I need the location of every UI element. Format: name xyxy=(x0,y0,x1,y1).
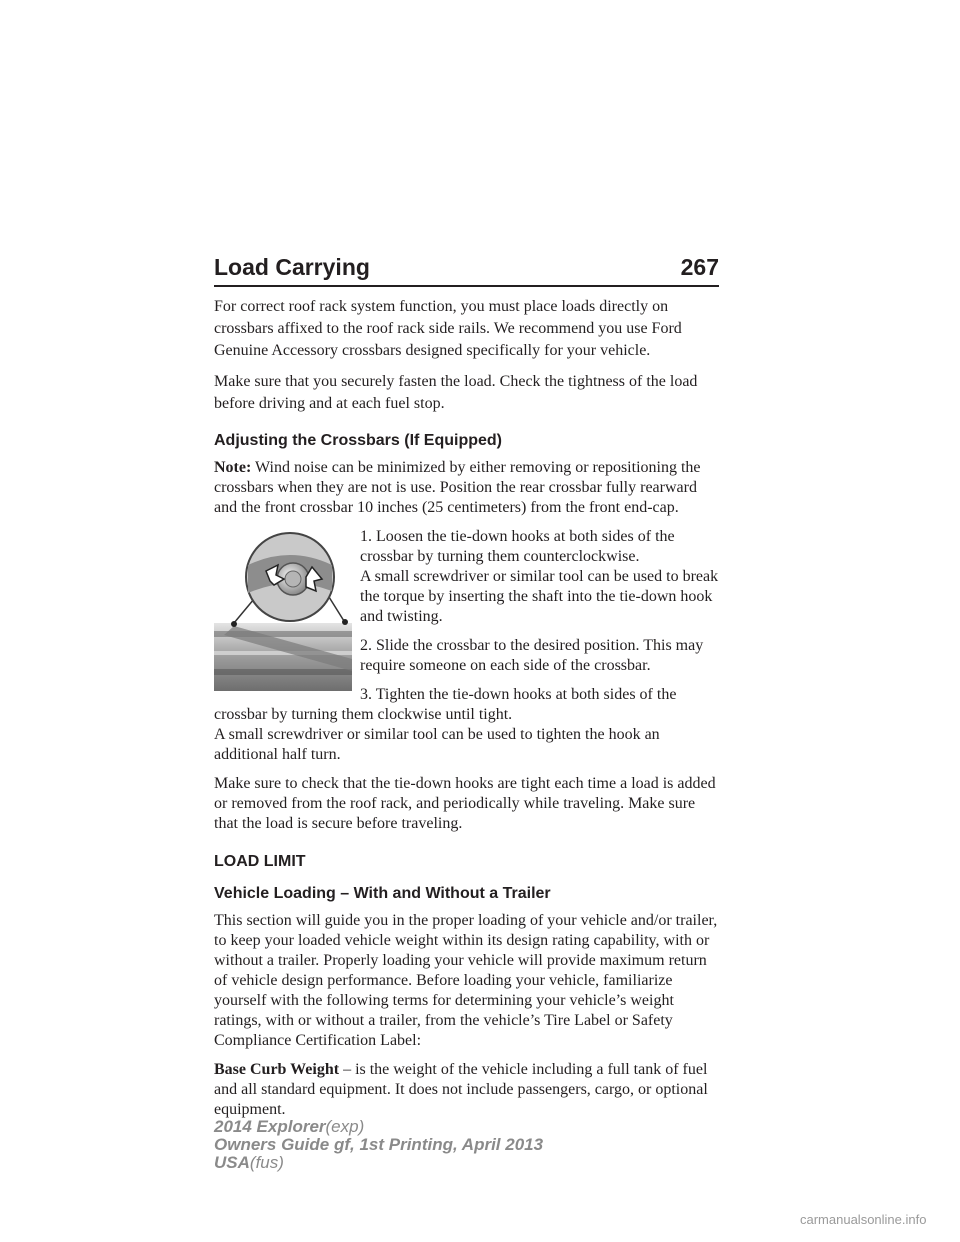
note-label: Note: xyxy=(214,459,252,476)
note-text: Wind noise can be minimized by either removing or repositioning the crossbars when they are not is use. Position the rear crossbar fully rearward and the front crossbar 10 inches (25 centimeters) from the front end-cap. xyxy=(214,459,701,516)
page-content xyxy=(214,296,719,1129)
footer-model: 2014 Explorer xyxy=(214,1117,326,1136)
watermark-link[interactable]: carmanualsonline.info xyxy=(800,1212,927,1227)
footer-market: USA xyxy=(214,1153,250,1172)
step-2: 2. Slide the crossbar to the desired position. This may require someone on each side of the crossbar. xyxy=(360,637,704,674)
heading-adjusting-crossbars: Adjusting the Crossbars (If Equipped) xyxy=(214,432,503,449)
footer-line-3 xyxy=(214,1154,543,1172)
paragraph-check-hooks: Make sure to check that the tie-down hooks are tight each time a load is added or removed from the roof rack, and periodically while traveling. Make sure that the load is secure before traveling. xyxy=(214,775,716,832)
step-3: 3. Tighten the tie-down hooks at both sides of the crossbar by turning them clockwise until tight. xyxy=(214,686,677,723)
paragraph-loading-intro: This section will guide you in the proper loading of your vehicle and/or trailer, to keep your loaded vehicle weight within its design rating capability, with or without a trailer. Properly loading your vehicle will provide maximum return of vehicle design performance. Before loading your vehicle, familiarize yourself with the following terms for determining your vehicle’s weight ratings, with or without a trailer, from the vehicle’s Tire Label or Safety Compliance Certification Label: xyxy=(214,912,718,1049)
footer-market-code: (fus) xyxy=(249,1153,284,1172)
step-1-tip: A small screwdriver or similar tool can be used to break the torque by inserting the shaft into the tie-down hook and twisting. xyxy=(360,568,719,625)
term-text: – is the weight of the vehicle including a full tank of fuel and all standard equipment. It does not include passengers, cargo, or optional equipment. xyxy=(214,1061,708,1118)
note-paragraph xyxy=(214,458,719,518)
step-1: 1. Loosen the tie-down hooks at both sides of the crossbar by turning them counterclockwise. xyxy=(360,528,675,565)
page-number: 267 xyxy=(680,254,719,280)
footer-line-1 xyxy=(214,1118,543,1136)
heading-load-limit: LOAD LIMIT xyxy=(214,853,306,870)
page-header xyxy=(214,254,719,287)
term-label: Base Curb Weight xyxy=(214,1061,340,1078)
section-title: Load Carrying xyxy=(214,254,370,280)
paragraph-roof-rack: For correct roof rack system function, you must place loads directly on crossbars affixed to the roof rack side rails. We recommend you use Ford Genuine Accessory crossbars designed specifically for your vehicle. xyxy=(214,298,682,359)
paragraph-base-curb-weight xyxy=(214,1060,719,1120)
footer-line-2: Owners Guide gf, 1st Printing, April 2013 xyxy=(214,1135,544,1154)
subheading-vehicle-loading: Vehicle Loading – With and Without a Trailer xyxy=(214,885,551,902)
document-footer xyxy=(214,1118,543,1172)
crossbar-tie-down-hook-icon xyxy=(214,531,352,691)
footer-model-code: (exp) xyxy=(325,1117,365,1136)
step-3-tip: A small screwdriver or similar tool can be used to tighten the hook an additional half turn. xyxy=(214,726,660,763)
paragraph-fasten-load: Make sure that you securely fasten the load. Check the tightness of the load before driving and at each fuel stop. xyxy=(214,373,698,412)
